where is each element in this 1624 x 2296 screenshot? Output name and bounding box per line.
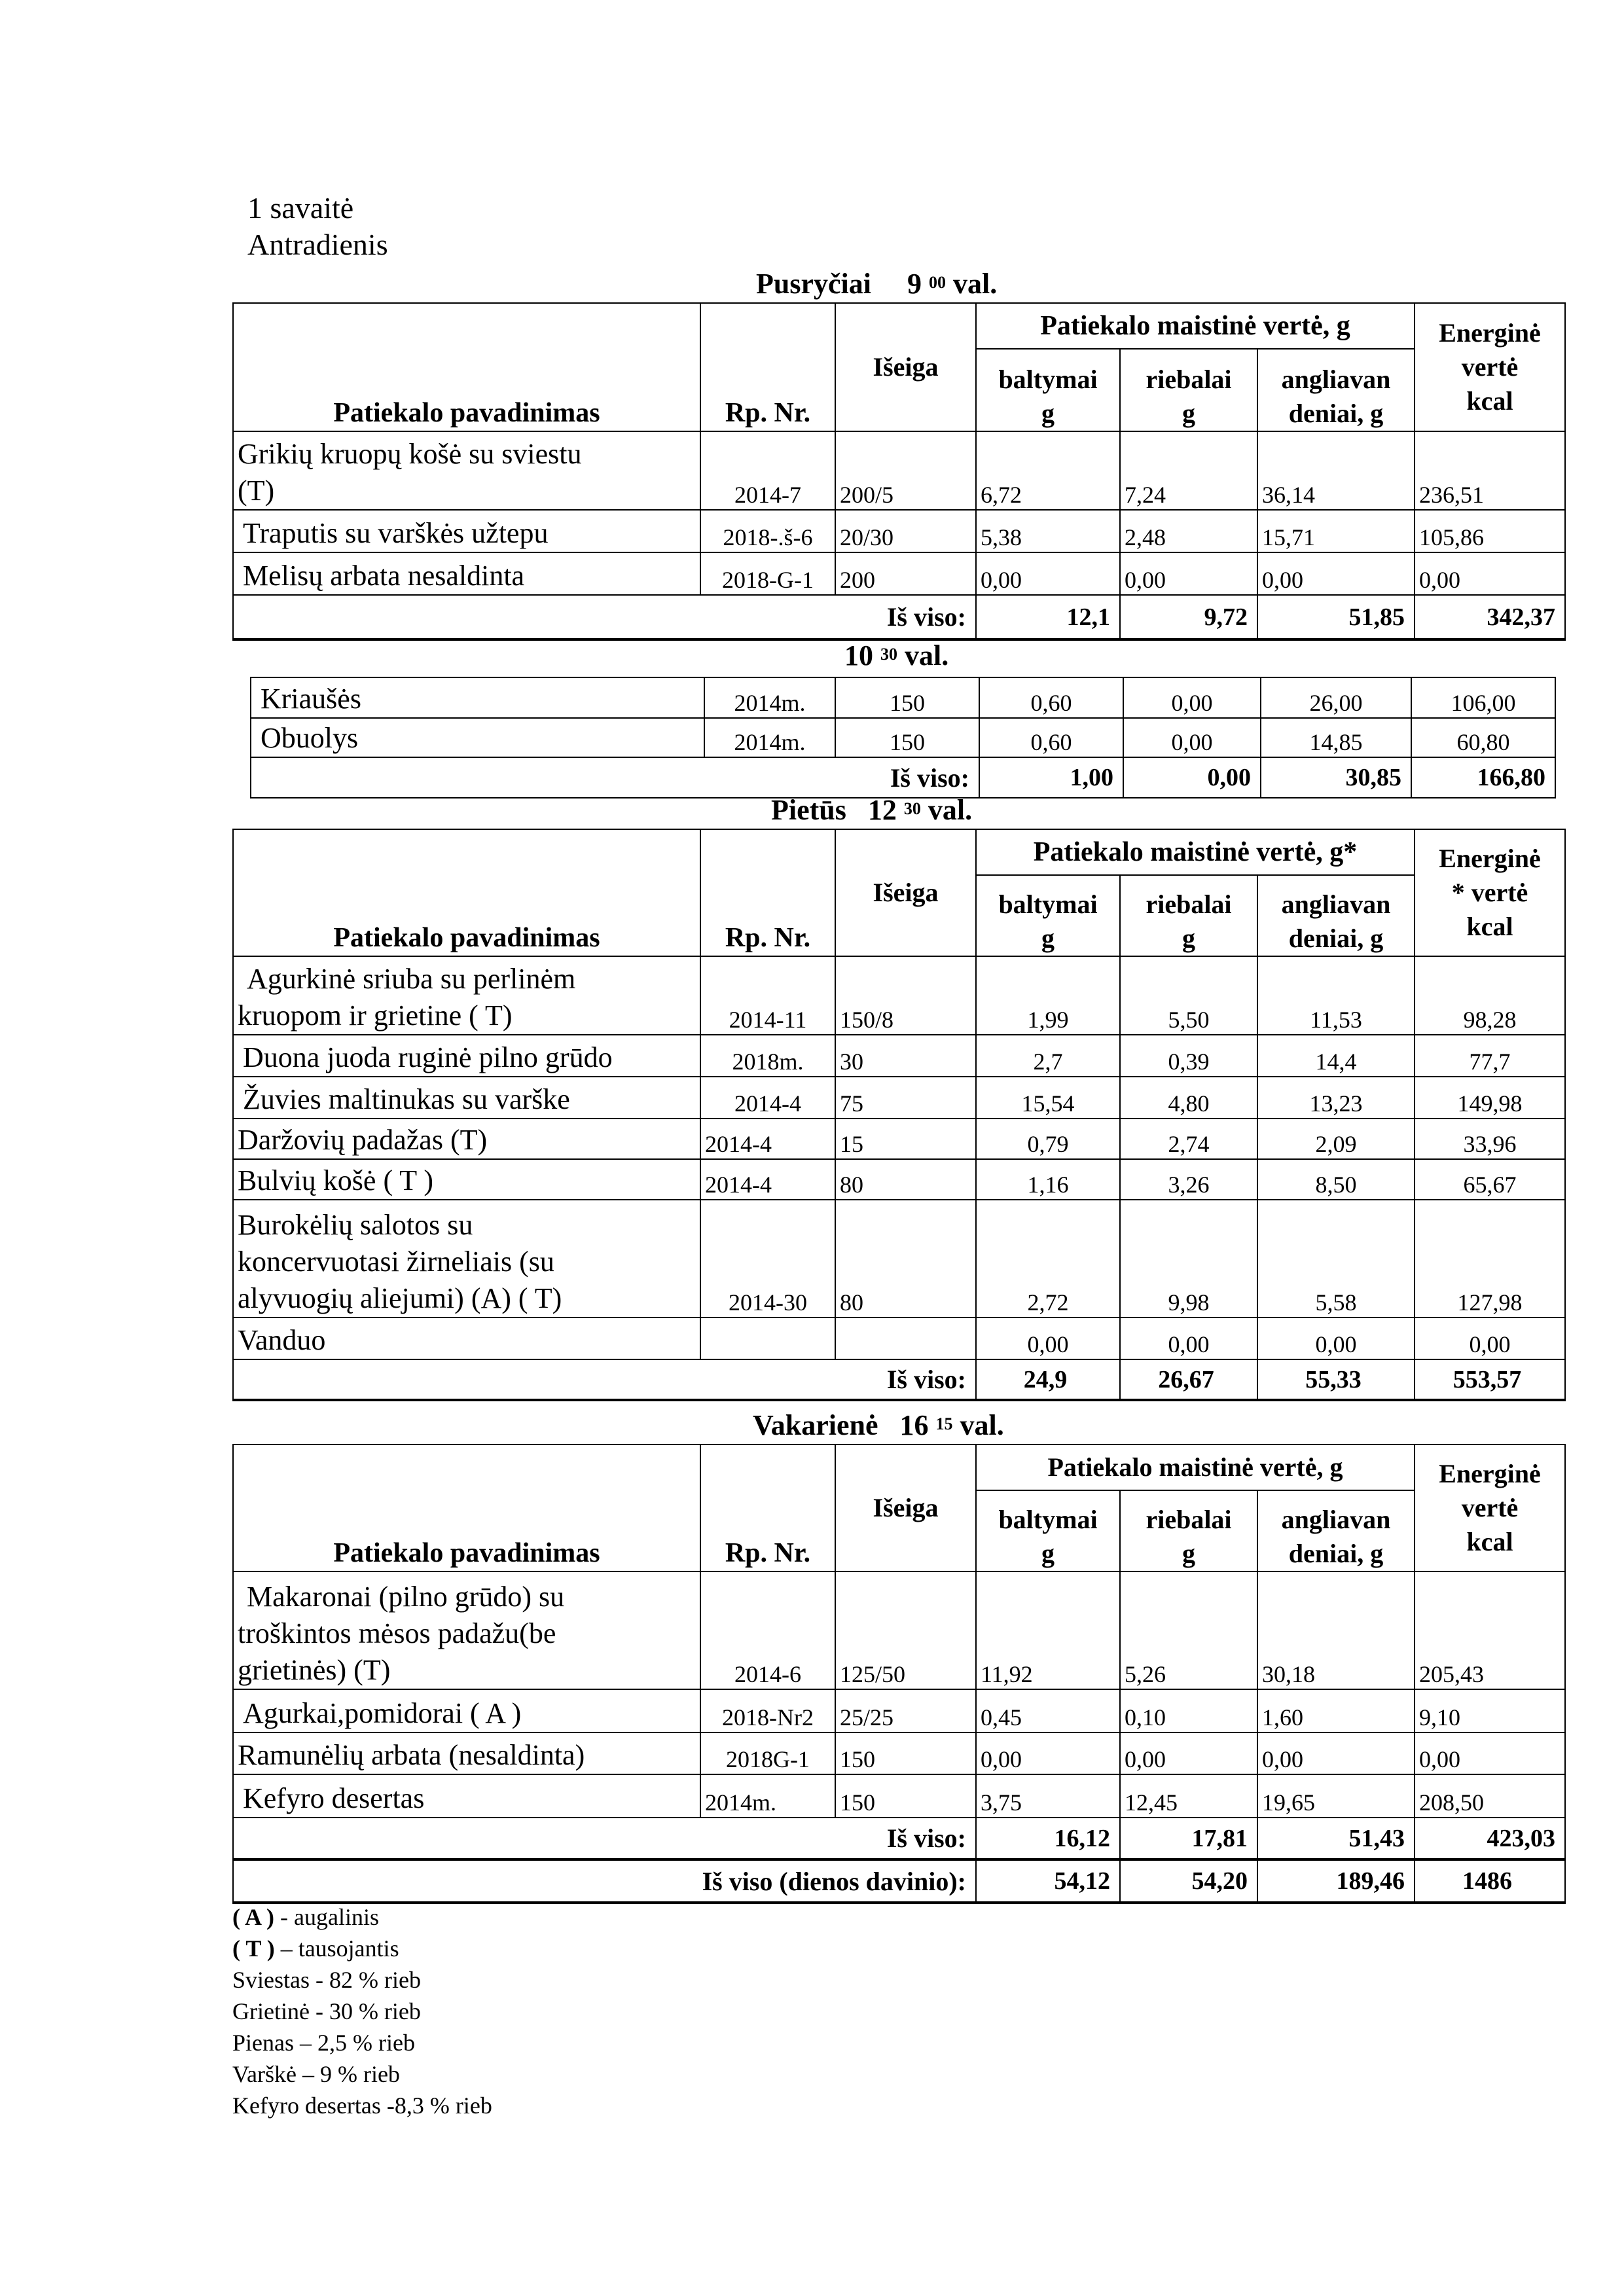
header-fat: riebalai g: [1120, 1490, 1257, 1571]
table-row: Daržovių padažas (T) 2014-4 15 0,79 2,74 2,09 33,96: [233, 1119, 1565, 1159]
table-row: Agurkinė sriuba su perlinėm kruopom ir grietine ( T) 2014-11 150/8 1,99 5,50 11,53 98,28: [233, 956, 1565, 1035]
header-name: Patiekalo pavadinimas: [233, 303, 700, 431]
table-row: Kefyro desertas 2014m. 150 3,75 12,45 19,65 208,50: [233, 1774, 1565, 1818]
lunch-table: [232, 829, 1566, 1401]
table-row: Melisų arbata nesaldinta 2018-G-1 200 0,00 0,00 0,00 0,00: [233, 552, 1565, 595]
header-rp: Rp. Nr.: [700, 829, 835, 956]
total-row: Iš viso: 1,00 0,00 30,85 166,80: [251, 757, 1555, 798]
table-row: Traputis su varškės užtepu 2018-.š-6 20/30 5,38 2,48 15,71 105,86: [233, 510, 1565, 552]
snack-title: 10 $^{30}$ val.: [844, 639, 949, 672]
header-protein: baltymai g: [976, 349, 1120, 431]
legend-note: ( T ) – tausojantis: [232, 1935, 399, 1962]
breakfast-title: Pusryčiai 9 $^{00}$ val.: [756, 268, 998, 300]
dinner-table: [232, 1444, 1566, 1904]
table-row: Obuolys 2014m. 150 0,60 0,00 14,85 60,80: [251, 718, 1555, 757]
total-row: Iš viso: 16,12 17,81 51,43 423,03: [233, 1818, 1565, 1859]
fat-note: Sviestas - 82 % rieb: [232, 1967, 421, 1993]
snack-table: [250, 677, 1556, 798]
table-row: Žuvies maltinukas su varške 2014-4 75 15,54 4,80 13,23 149,98: [233, 1077, 1565, 1119]
total-row: Iš viso: 24,9 26,67 55,33 553,57: [233, 1359, 1565, 1400]
header-fat: riebalai g: [1120, 875, 1257, 956]
fat-note: Pienas – 2,5 % rieb: [232, 2030, 415, 2056]
table-row: Burokėlių salotos su koncervuotasi žirneliais (su alyvuogių aliejumi) (A) ( T) 2014-30 80 2,72 9,98 5,58 127,98: [233, 1200, 1565, 1318]
day-total-row: Iš viso (dienos davinio): 54,12 54,20 189,46 1486: [233, 1859, 1565, 1903]
legend-note: ( A ) - augalinis: [232, 1904, 379, 1930]
header-energy: Energinė * vertė kcal: [1415, 829, 1565, 956]
header-name: Patiekalo pavadinimas: [233, 1444, 700, 1571]
header-nutrition: Patiekalo maistinė vertė, g: [976, 303, 1415, 349]
header-energy: Energinė vertė kcal: [1415, 1444, 1565, 1571]
table-row: Makaronai (pilno grūdo) su troškintos mėsos padažu(be grietinės) (T) 2014-6 125/50 11,92 5,26 30,18 205,43: [233, 1571, 1565, 1689]
week-label: 1 savaitė: [247, 191, 354, 224]
table-row: Kriaušės 2014m. 150 0,60 0,00 26,00 106,00: [251, 677, 1555, 718]
day-label: Antradienis: [247, 228, 388, 261]
table-row: Grikių kruopų košė su sviestu (T) 2014-7 200/5 6,72 7,24 36,14 236,51: [233, 431, 1565, 510]
header-iseiga: Išeiga: [835, 829, 976, 956]
header-protein: baltymai g: [976, 875, 1120, 956]
table-row: Vanduo 0,00 0,00 0,00 0,00: [233, 1318, 1565, 1359]
table-row: Ramunėlių arbata (nesaldinta) 2018G-1 150 0,00 0,00 0,00 0,00: [233, 1732, 1565, 1774]
header-fat: riebalai g: [1120, 349, 1257, 431]
breakfast-table: [232, 302, 1566, 641]
header-iseiga: Išeiga: [835, 303, 976, 431]
header-nutrition: Patiekalo maistinė vertė, g*: [976, 829, 1415, 875]
header-energy: Energinė vertė kcal: [1415, 303, 1565, 431]
dinner-title: Vakarienė 16 $^{15}$ val.: [753, 1409, 1004, 1441]
header-carb: angliavan deniai, g: [1257, 1490, 1415, 1571]
header-carb: angliavan deniai, g: [1257, 875, 1415, 956]
fat-note: Grietinė - 30 % rieb: [232, 1998, 421, 2024]
header-name: Patiekalo pavadinimas: [233, 829, 700, 956]
header-rp: Rp. Nr.: [700, 303, 835, 431]
table-row: Agurkai,pomidorai ( A ) 2018-Nr2 25/25 0,45 0,10 1,60 9,10: [233, 1689, 1565, 1732]
fat-note: Kefyro desertas -8,3 % rieb: [232, 2092, 492, 2119]
header-rp: Rp. Nr.: [700, 1444, 835, 1571]
table-row: Bulvių košė ( T ) 2014-4 80 1,16 3,26 8,50 65,67: [233, 1159, 1565, 1200]
header-carb: angliavan deniai, g: [1257, 349, 1415, 431]
header-iseiga: Išeiga: [835, 1444, 976, 1571]
header-nutrition: Patiekalo maistinė vertė, g: [976, 1444, 1415, 1490]
table-row: Duona juoda ruginė pilno grūdo 2018m. 30 2,7 0,39 14,4 77,7: [233, 1035, 1565, 1077]
fat-note: Varškė – 9 % rieb: [232, 2061, 400, 2087]
lunch-title: Pietūs 12 $^{30}$ val.: [771, 794, 973, 826]
header-protein: baltymai g: [976, 1490, 1120, 1571]
total-row: Iš viso: 12,1 9,72 51,85 342,37: [233, 595, 1565, 639]
